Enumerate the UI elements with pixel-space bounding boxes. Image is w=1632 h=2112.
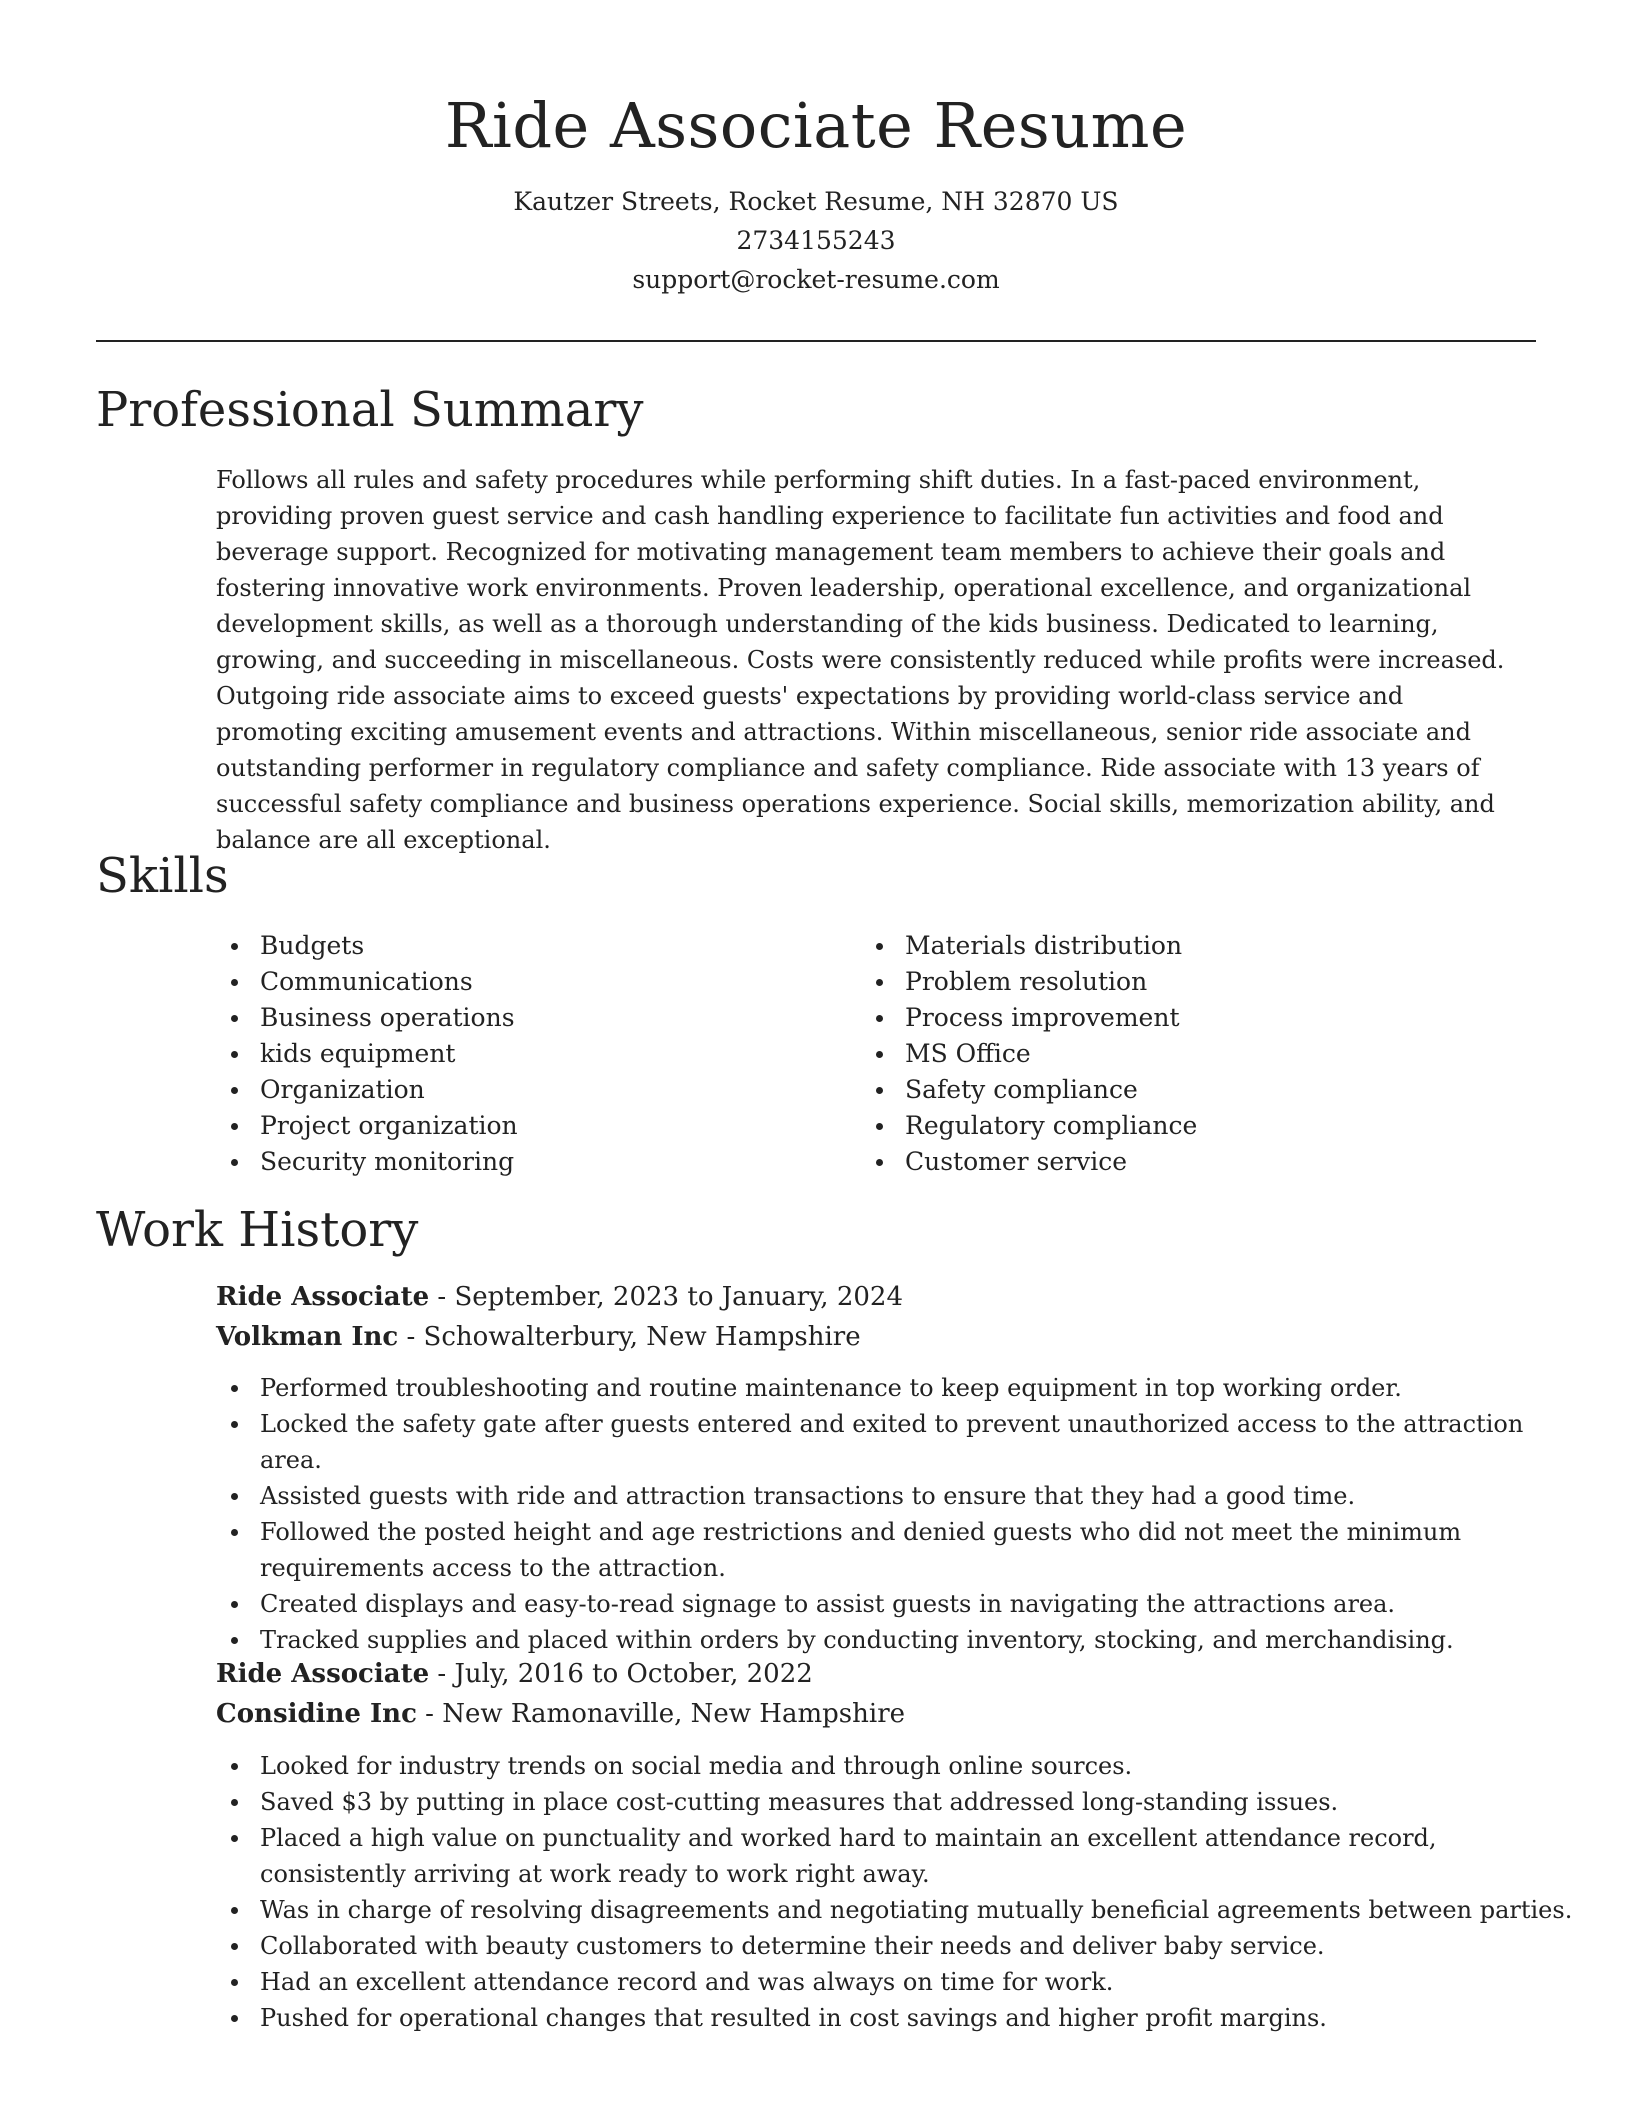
duty-item: Followed the posted height and age restrictions and denied guests who did not meet the minimum requirements access to the attraction.: [260, 1514, 1590, 1586]
skills-list-right: [861, 928, 1197, 1180]
work-history-heading: Work History: [96, 1202, 419, 1258]
duty-item: Looked for industry trends on social media and through online sources.: [260, 1748, 1590, 1784]
contact-block: [96, 182, 1536, 299]
skill-item: Materials distribution: [905, 928, 1197, 964]
job-title: Ride Associate: [216, 1282, 430, 1312]
skill-item: Safety compliance: [905, 1072, 1197, 1108]
duty-item: Had an excellent attendance record and was always on time for work.: [260, 1964, 1590, 2000]
duty-item: Created displays and easy-to-read signage to assist guests in navigating the attractions area.: [260, 1586, 1590, 1622]
email: support@rocket-resume.com: [632, 265, 1000, 294]
skill-item: Organization: [260, 1072, 518, 1108]
duty-item: Saved $3 by putting in place cost-cutting measures that addressed long-standing issues.: [260, 1784, 1590, 1820]
address: Kautzer Streets, Rocket Resume, NH 32870 US: [513, 187, 1119, 216]
skill-item: Problem resolution: [905, 964, 1197, 1000]
header-divider: [96, 340, 1536, 342]
job-duties-list: [216, 1370, 1590, 1658]
skill-item: MS Office: [905, 1036, 1197, 1072]
resume-title: Ride Associate Resume: [444, 89, 1188, 162]
duty-item: Tracked supplies and placed within orders by conducting inventory, stocking, and merchandising.: [260, 1622, 1590, 1658]
job-company: Considine Inc: [216, 1699, 417, 1729]
skill-item: Customer service: [905, 1144, 1197, 1180]
duty-item: Placed a high value on punctuality and worked hard to maintain an excellent attendance record, consistently arriving at work ready to work right away.: [260, 1820, 1590, 1892]
phone: 2734155243: [736, 226, 896, 255]
resume-header: [96, 84, 1536, 299]
duty-item: Locked the safety gate after guests entered and exited to prevent unauthorized access to the attraction area.: [260, 1406, 1590, 1478]
duty-item: Collaborated with beauty customers to determine their needs and deliver baby service.: [260, 1928, 1590, 1964]
duty-item: Assisted guests with ride and attraction transactions to ensure that they had a good time.: [260, 1478, 1590, 1514]
skill-item: Regulatory compliance: [905, 1108, 1197, 1144]
skill-item: Security monitoring: [260, 1144, 518, 1180]
job-duties-list: [216, 1748, 1590, 2036]
summary-heading: Professional Summary: [96, 382, 644, 438]
duty-item: Was in charge of resolving disagreements and negotiating mutually beneficial agreements between parties.: [260, 1892, 1590, 1928]
job-location: - New Ramonaville, New Hampshire: [416, 1699, 906, 1729]
summary-text: Follows all rules and safety procedures while performing shift duties. In a fast-paced environment, providing proven guest service and cash handling experience to facilitate fun activities and food and beverage support. Recognized for motivating management team members to achieve their goals and fostering innovative work environments. Proven leadership, operational excellence, and organizational development skills, as well as a thorough understanding of the kids business. Dedicated to learning, growing, and succeeding in miscellaneous. Costs were consistently reduced while profits were increased. Outgoing ride associate aims to exceed guests' expectations by providing world-class service and promoting exciting amusement events and attractions. Within miscellaneous, senior ride associate and outstanding performer in regulatory compliance and safety compliance. Ride associate with 13 years of successful safety compliance and business operations experience. Social skills, memorization ability, and balance are all exceptional.: [216, 466, 1505, 854]
skill-item: Communications: [260, 964, 518, 1000]
skill-item: Budgets: [260, 928, 518, 964]
job-title-line: [216, 1654, 813, 1694]
skills-list-left: [216, 928, 518, 1180]
duty-item: Performed troubleshooting and routine maintenance to keep equipment in top working order.: [260, 1370, 1590, 1406]
skill-item: Process improvement: [905, 1000, 1197, 1036]
skills-heading: Skills: [96, 848, 229, 904]
job-location: - Schowalterbury, New Hampshire: [398, 1322, 861, 1352]
job-company: Volkman Inc: [216, 1322, 399, 1352]
job-title-line: [216, 1277, 903, 1317]
job-title: Ride Associate: [216, 1659, 430, 1689]
job-dates: - July, 2016 to October, 2022: [429, 1659, 813, 1689]
duty-item: Pushed for operational changes that resulted in cost savings and higher profit margins.: [260, 2000, 1590, 2036]
skill-item: kids equipment: [260, 1036, 518, 1072]
skill-item: Business operations: [260, 1000, 518, 1036]
job-company-line: [216, 1694, 905, 1734]
job-company-line: [216, 1317, 861, 1357]
job-dates: - September, 2023 to January, 2024: [429, 1282, 904, 1312]
skill-item: Project organization: [260, 1108, 518, 1144]
